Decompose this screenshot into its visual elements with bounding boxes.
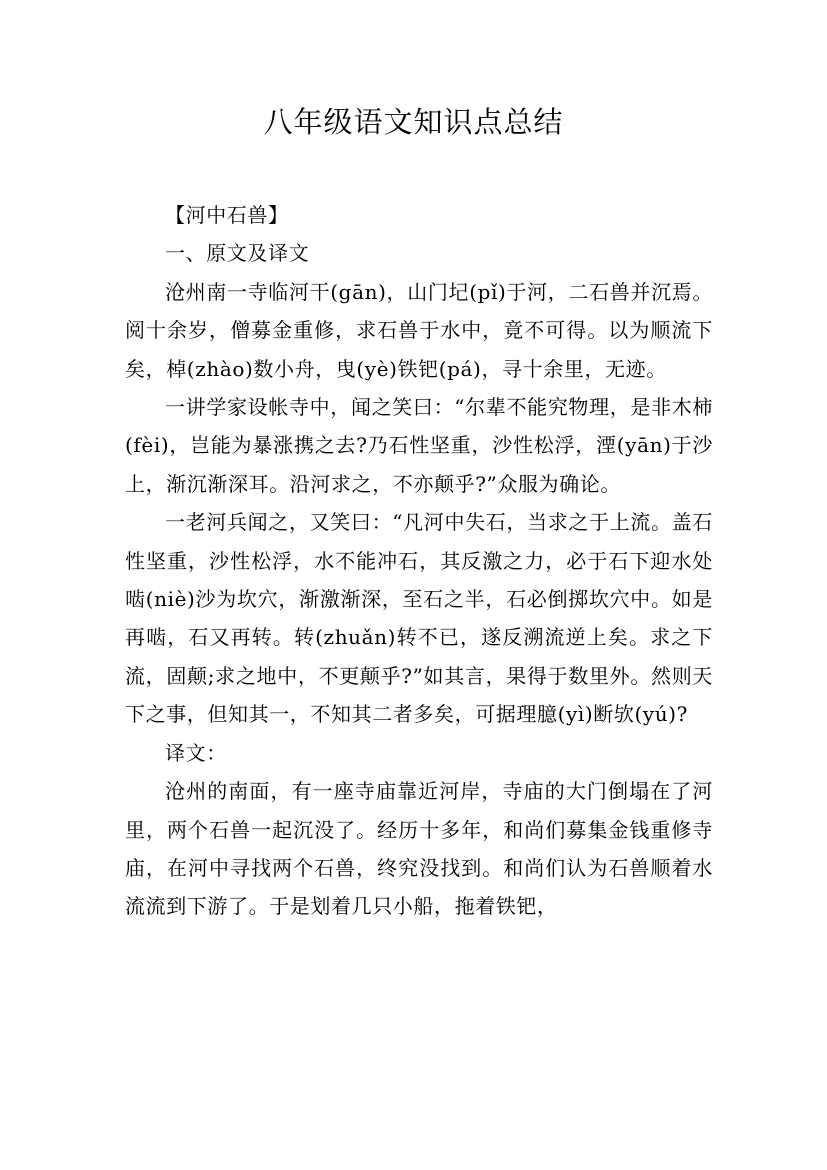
section-heading: 【河中石兽】 <box>165 203 289 227</box>
document-title: 八年级语文知识点总结 <box>263 105 564 139</box>
translation-label: 译文： <box>165 740 227 765</box>
subsection-heading: 一、原文及译文 <box>165 241 310 266</box>
translation-paragraph: 沧州的南面，有一座寺庙靠近河岸，寺庙的大门倒塌在了河里，两个石兽一起沉没了。经历十多年，和尚们募集金钱重修寺庙，在河中寻找两个石兽，终究没找到。和尚们认为石兽顺着水流流到下游了。于是划着几只小船，拖着铁钯， <box>125 779 713 919</box>
original-text-paragraph: 一老河兵闻之，又笑曰：“凡河中失石，当求之于上流。盖石性坚重，沙性松浮，水不能冲石，其反激之力，必于石下迎水处啮(niè)沙为坎穴，渐激渐深，至石之半，石必倒掷坎穴中。如是再啮，石又再转。转(zhuǎn)转不已，遂反溯流逆上矣。求之下流，固颠;求之地中，不更颠乎?”如其言，果得于数里外。然则天下之事，但知其一，不知其二者多矣，可据理臆(yì)断欤(yú)? <box>125 510 713 727</box>
original-text-paragraph: 沧州南一寺临河干(gān)，山门圮(pǐ)于河，二石兽并沉焉。阅十余岁，僧募金重修，求石兽于水中，竟不可得。以为顺流下矣，棹(zhào)数小舟，曳(yè)铁钯(pá)，寻十余里，无迹。 <box>125 279 713 381</box>
document-body <box>125 196 713 926</box>
original-text-paragraph: 一讲学家设帐寺中，闻之笑曰：“尔辈不能究物理，是非木柿(fèi)，岂能为暴涨携之去?乃石性坚重，沙性松浮，湮(yān)于沙上，渐沉渐深耳。沿河求之，不亦颠乎?”众服为确论。 <box>125 395 713 496</box>
